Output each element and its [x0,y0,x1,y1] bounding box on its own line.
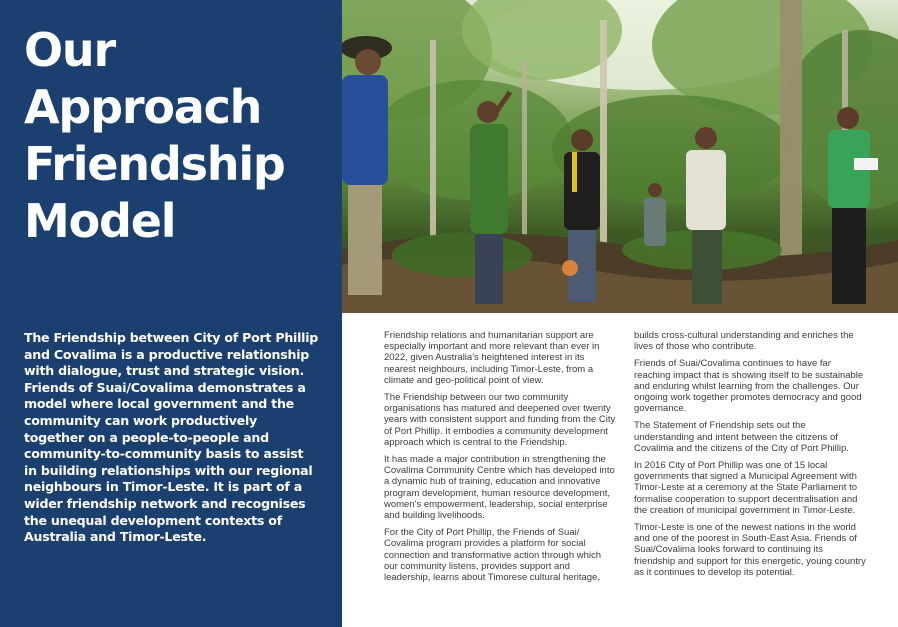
title-line-2: Friendship [24,137,285,191]
body-column-right [634,330,866,584]
photo-illustration [342,0,898,313]
intro-paragraph: The Friendship between City of Port Phillip and Covalima is a productive relationship with dialogue, trust and strategic vision. Friends of Suai/Covalima demonstrates a model where local government and the community can work productively together on a people-to-people and community-to-community basis to assist in building relationships with our regional neighbours in Timor-Leste. It is part of a wider friendship network and recognises the unequal development contexts of Australia and Timor-Leste. [24,330,319,545]
body-paragraph: Friendship relations and humanitarian support are especially important and more relevant than ever in 2022, given Australia's heightened interest in its nearest neighbours, including Timor-Leste, from a climate and geo-political point of view. [384,330,600,386]
body-paragraph: Friends of Suai/Covalima continues to have far reaching impact that is showing itself to be sustainable and enduring whilst learning from the challenges. Our ongoing work together promotes democracy and good governance. [634,358,864,415]
body-paragraph: Timor-Leste is one of the newest nations in the world and one of the poorest in South-East Asia. Friends of Suai/Covalima looks forward to continuing its friendship and support for this energetic, young country as it continues to develop its potential. [634,522,866,578]
page-title [24,22,334,250]
title-line-1: Our Approach [24,23,262,134]
body-paragraph: The Statement of Friendship sets out the understanding and intent between the citizens of Covalima and the citizens of the City of Port Phillip. [634,420,849,454]
body-column-left [384,330,616,589]
body-paragraph: It has made a major contribution in strengthening the Covalima Community Centre which has developed into a dynamic hub of training, education and innovative program development, human resource development, women's empowerment, leadership, social enterprise and building livelihoods. [384,454,615,522]
body-paragraph: The Friendship between our two community organisations has matured and deepened over twenty years with consistent support and funding from the City of Port Phillip. It embodies a community development approach which is central to the Friendship. [384,392,616,448]
body-paragraph: For the City of Port Phillip, the Friends of Suai/ Covalima program provides a platform for social connection and transformative action through which our community listens, provides support and leadership, learns about Timorese cultural heritage, [384,527,602,584]
body-paragraph: builds cross-cultural understanding and enriches the lives of those who contribute. [634,330,854,353]
forest-group-photo [342,0,898,313]
title-line-3: Model [24,194,176,248]
left-panel [0,0,342,627]
body-paragraph: In 2016 City of Port Phillip was one of 15 local governments that signed a Municipal Agreement with Timor-Leste at a ceremony at the State Parliament to formalise cooperation to support decentralisation and the creation of municipal government in Timor-Leste. [634,460,858,516]
